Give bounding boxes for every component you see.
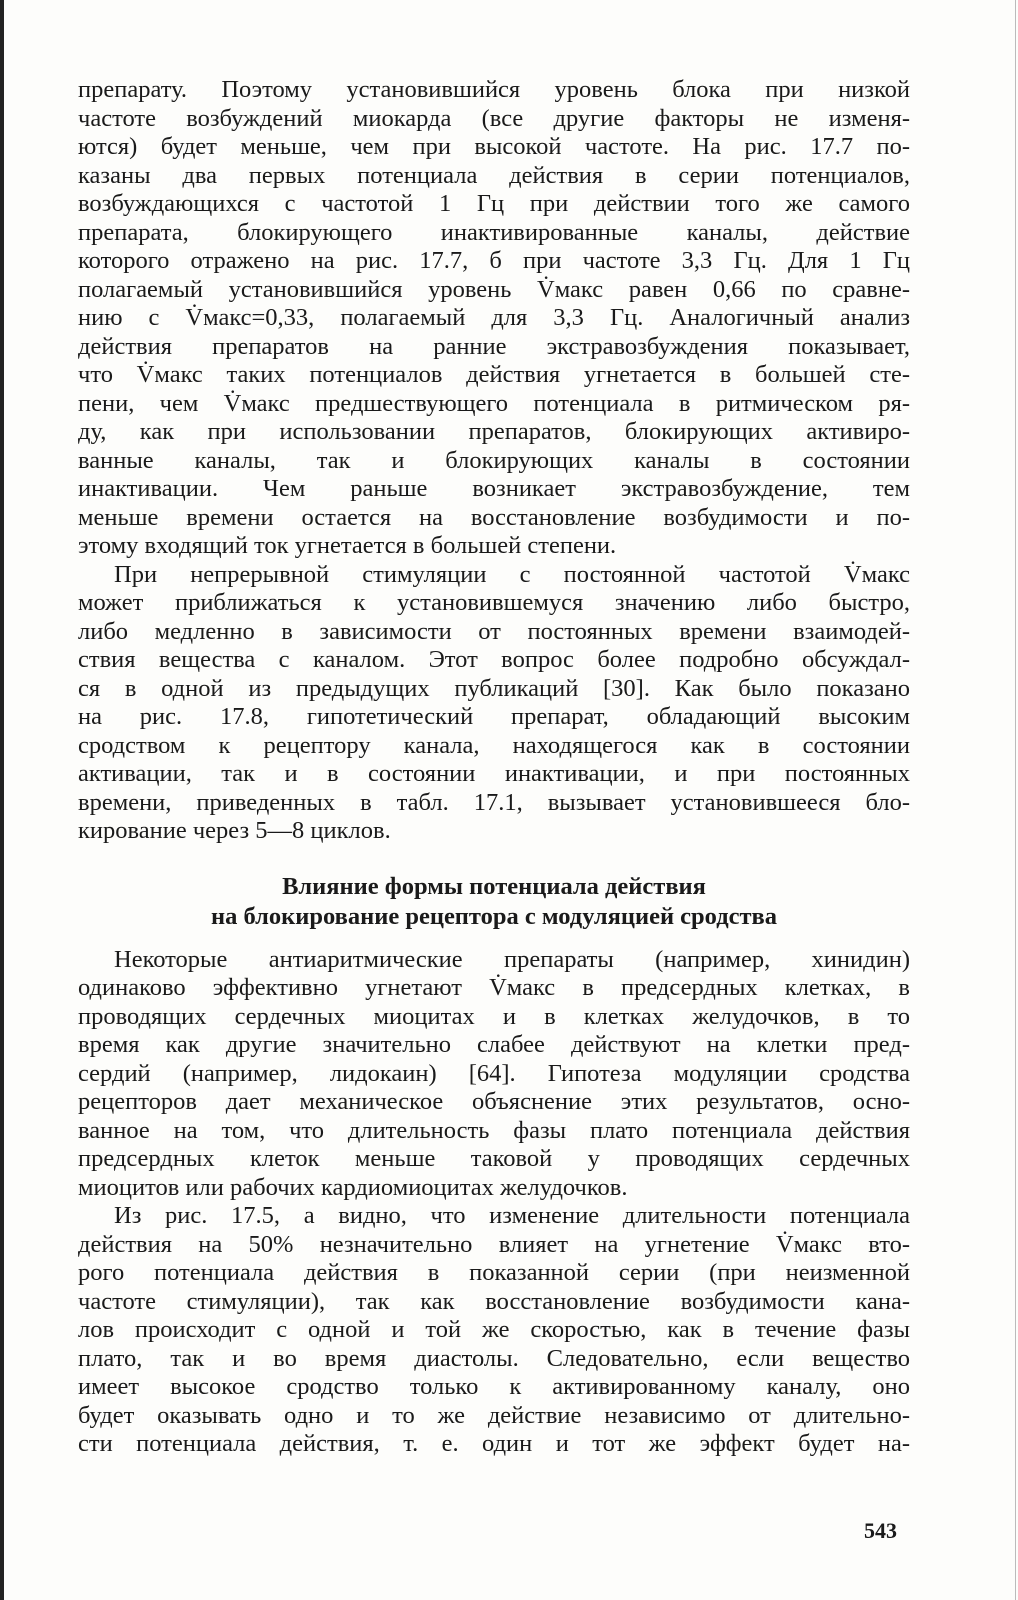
section-heading <box>78 872 910 932</box>
text-line: препарату. Поэтому установившийся уровень блока при низкой <box>78 76 910 103</box>
text-line: лов происходит с одной и той же скоростью, как в течение фазы <box>78 1316 910 1343</box>
text-line: этому входящий ток угнетается в большей степени. <box>78 532 617 559</box>
text-line: что V̇макс таких потенциалов действия угнетается в большей сте- <box>78 361 910 388</box>
paragraph-1 <box>78 76 910 561</box>
text-line: которого отражено на рис. 17.7, б при частоте 3,3 Гц. Для 1 Гц <box>78 247 910 274</box>
text-line: частоте стимуляции), так как восстановление возбудимости кана- <box>78 1287 910 1315</box>
page-right-edge <box>1015 0 1016 1600</box>
text-line: Некоторые антиаритмические препараты (например, хинидин) <box>114 945 910 973</box>
text-line: пени, чем V̇макс предшествующего потенциала в ритмическом ря- <box>78 389 910 417</box>
text-line: может приближаться к установившемуся значению либо быстро, <box>78 589 910 616</box>
text-line: рецепторов дает механическое объяснение этих результатов, осно- <box>78 1088 910 1115</box>
text-line: меньше времени остается на восстановление возбудимости и по- <box>78 503 910 531</box>
text-line: возбуждающихся с частотой 1 Гц при действии того же самого <box>78 190 910 217</box>
text-line: плато, так и во время диастолы. Следовательно, если вещество <box>78 1344 910 1372</box>
text-line: казаны два первых потенциала действия в серии потенциалов, <box>78 161 910 189</box>
text-line: действия на 50% незначительно влияет на угнетение V̇макс вто- <box>78 1230 910 1258</box>
text-line: препарата, блокирующего инактивированные каналы, действие <box>78 218 910 246</box>
text-line: ются) будет меньше, чем при высокой частоте. На рис. 17.7 по- <box>78 133 910 160</box>
text-line: одинаково эффективно угнетают V̇макс в предсердных клетках, в <box>78 974 910 1001</box>
text-line: миоцитов или рабочих кардиомиоцитах желудочков. <box>78 1173 628 1201</box>
paragraph-2 <box>78 561 910 846</box>
text-line: время как другие значительно слабее действуют на клетки пред- <box>78 1031 910 1058</box>
text-line: действия препаратов на ранние экстравозбуждения показывает, <box>78 332 910 360</box>
page-number: 543 <box>864 1518 897 1543</box>
text-line: на рис. 17.8, гипотетический препарат, обладающий высоким <box>78 703 910 730</box>
paragraph-3 <box>78 946 910 1203</box>
text-line: Из рис. 17.5, а видно, что изменение длительности потенциала <box>114 1202 910 1229</box>
text-line: рого потенциала действия в показанной серии (при неизменной <box>78 1259 910 1286</box>
heading-line: Влияние формы потенциала действия <box>282 872 706 900</box>
text-line: При непрерывной стимуляции с постоянной частотой V̇макс <box>114 560 910 588</box>
text-line: полагаемый установившийся уровень V̇макс равен 0,66 по сравне- <box>78 275 910 303</box>
page-text-block <box>78 76 910 1459</box>
text-line: ся в одной из предыдущих публикаций [30]. Как было показано <box>78 674 910 702</box>
text-line: будет оказывать одно и то же действие независимо от длительно- <box>78 1401 910 1429</box>
text-line: сердий (например, лидокаин) [64]. Гипотеза модуляции сродства <box>78 1059 910 1087</box>
text-line: времени, приведенных в табл. 17.1, вызывает установившееся бло- <box>78 788 910 816</box>
text-line: частоте возбуждений миокарда (все другие факторы не изменя- <box>78 104 910 132</box>
text-line: кирование через 5—8 циклов. <box>78 817 391 844</box>
text-line: ствия вещества с каналом. Этот вопрос более подробно обсуждал- <box>78 646 910 673</box>
text-line: либо медленно в зависимости от постоянных времени взаимодей- <box>78 617 910 645</box>
text-line: ванные каналы, так и блокирующих каналы в состоянии <box>78 446 910 474</box>
text-line: ванное на том, что длительность фазы плато потенциала действия <box>78 1116 910 1144</box>
text-line: сти потенциала действия, т. е. один и тот же эффект будет на- <box>78 1430 910 1457</box>
text-line: нию с V̇макс=0,33, полагаемый для 3,3 Гц. Аналогичный анализ <box>78 304 910 331</box>
text-line: инактивации. Чем раньше возникает экстравозбуждение, тем <box>78 475 910 502</box>
heading-line: на блокирование рецептора с модуляцией сродства <box>210 902 778 930</box>
text-line: сродством к рецептору канала, находящегося как в состоянии <box>78 731 910 759</box>
text-line: активации, так и в состоянии инактивации, и при постоянных <box>78 760 910 787</box>
text-line: предсердных клеток меньше таковой у проводящих сердечных <box>78 1145 910 1172</box>
text-line: ду, как при использовании препаратов, блокирующих активиро- <box>78 418 910 445</box>
text-line: проводящих сердечных миоцитах и в клетках желудочков, в то <box>78 1002 910 1030</box>
paragraph-4 <box>78 1202 910 1459</box>
page-left-edge <box>0 0 4 1600</box>
text-line: имеет высокое сродство только к активированному каналу, оно <box>78 1373 910 1400</box>
